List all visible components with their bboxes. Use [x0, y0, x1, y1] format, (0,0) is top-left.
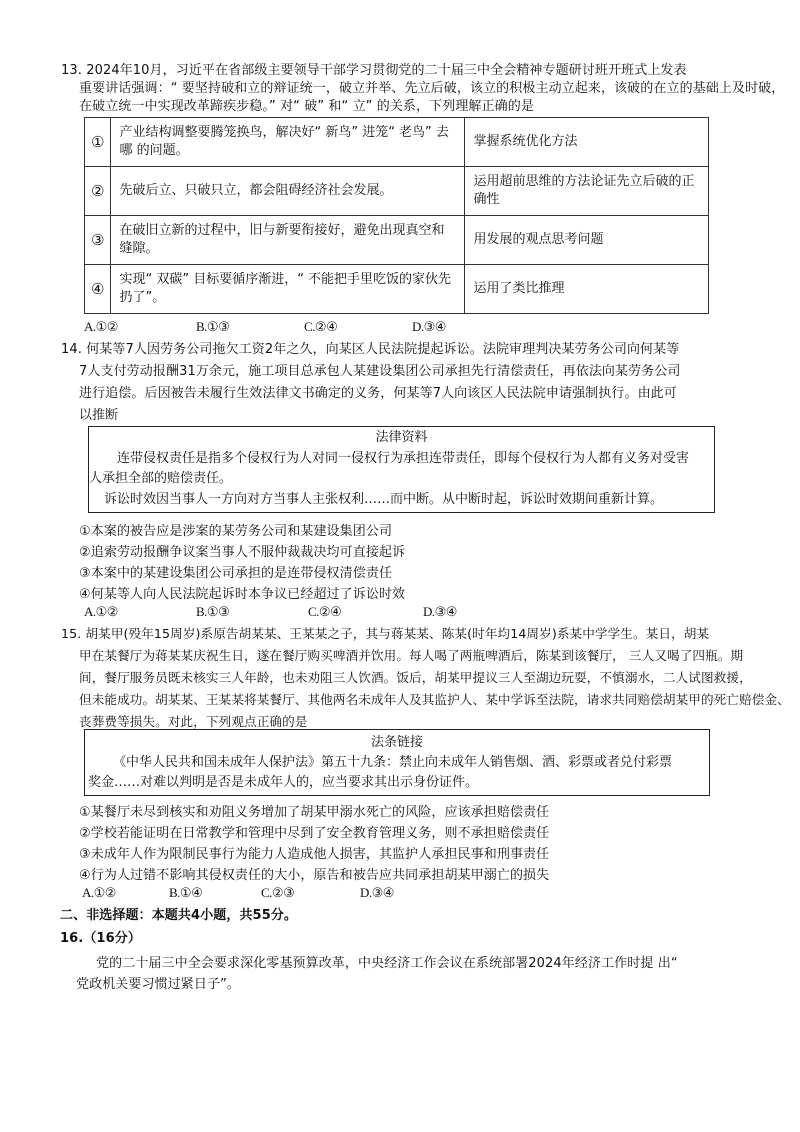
q14-statement: ③本案中的某建设集团公司承担的是连带侵权清偿责任: [79, 566, 393, 581]
row-number: ③: [85, 216, 111, 265]
option-c[interactable]: C.②④: [304, 319, 338, 334]
q13-table: [84, 117, 709, 314]
option-b[interactable]: B.①④: [169, 885, 203, 900]
row-statement: 实现“ 双碳” 目标要循序渐进，“ 不能把手里吃饭的家伙先扔了”。: [111, 265, 465, 314]
row-statement: 先破后立、只破只立，都会阻碍经济社会发展。: [111, 167, 465, 216]
option-c[interactable]: C.②④: [308, 604, 342, 619]
table-row: [85, 118, 709, 167]
row-number: ①: [85, 118, 111, 167]
q15-stem-line: 15. 胡某甲(殁年15周岁)系原告胡某某、王某某之子，其与蒋某某、陈某(时年均14周岁)系某中学学生。某日，胡某: [61, 626, 710, 641]
option-c[interactable]: C.②③: [261, 885, 295, 900]
q16-paragraph-line: 党政机关要习惯过紧日子”。: [76, 977, 241, 992]
statute-link-line: 《中华人民共和国未成年人保护法》第五十九条：禁止向未成年人销售烟、酒、彩票或者兑付彩票: [113, 755, 673, 770]
option-d[interactable]: D.③④: [423, 604, 457, 619]
q13-stem-line: 13. 2024年10月，习近平在省部级主要领导干部学习贯彻党的二十届三中全会精神专题研讨班开班式上发表: [61, 63, 687, 78]
option-d[interactable]: D.③④: [360, 885, 394, 900]
row-number: ②: [85, 167, 111, 216]
row-number: ④: [85, 265, 111, 314]
section-heading: 二、非选择题：本题共4小题，共55分。: [60, 908, 298, 923]
option-b[interactable]: B.①③: [196, 604, 230, 619]
row-understanding: 运用了类比推理: [465, 265, 709, 314]
q15-statement: ①某餐厅未尽到核实和劝阻义务增加了胡某甲溺水死亡的风险，应该承担赔偿责任: [79, 805, 550, 820]
statute-link-box: [84, 729, 710, 796]
legal-material-box: [88, 426, 715, 513]
statute-link-line: 奖金……对难以判明是否是未成年人的，应当要求其出示身份证件。: [88, 775, 479, 790]
q15-stem-line: 但未能成功。胡某某、王某某将某餐厅、其他两名未成年人及其监护人、某中学诉至法院，请求共同赔偿胡某甲的死亡赔偿金、: [79, 692, 790, 707]
table-row: [85, 167, 709, 216]
legal-material-line: 诉讼时效因当事人一方向对方当事人主张权利……而中断。从中断时起，诉讼时效期间重新计算。: [104, 492, 664, 507]
option-a[interactable]: A.①②: [84, 319, 118, 334]
table-row: [85, 216, 709, 265]
row-statement: 产业结构调整要腾笼换鸟，解决好“ 新鸟” 进笼“ 老鸟” 去哪 的问题。: [111, 118, 465, 167]
legal-material-line: 人承担全部的赔偿责任。: [89, 471, 233, 486]
q14-stem-line: 进行追偿。后因被告未履行生效法律文书确定的义务，何某等7人向该区人民法院申请强制执行。由此可: [79, 386, 677, 401]
row-understanding: 运用超前思维的方法论证先立后破的正确性: [465, 167, 709, 216]
row-understanding: 用发展的观点思考问题: [465, 216, 709, 265]
q15-stem-line: 甲在某餐厅为蒋某某庆祝生日，遂在餐厅购买啤酒并饮用。每人喝了两瓶啤酒后，陈某到该餐厅， 三人又喝了四瓶。期: [79, 648, 744, 663]
option-a[interactable]: A.①②: [84, 604, 118, 619]
q13-stem-line: 在破立统一中实现改革蹄疾步稳。” 对“ 破” 和“ 立” 的关系，下列理解正确的是: [79, 99, 534, 114]
q15-statement: ③未成年人作为限制民事行为能力人造成他人损害，其监护人承担民事和刑事责任: [79, 847, 550, 862]
table-row: [85, 265, 709, 314]
legal-material-line: 连带侵权责任是指多个侵权行为人对同一侵权行为承担连带责任，即每个侵权行为人都有义务对受害: [117, 451, 690, 466]
q14-stem-line: 以推断: [79, 408, 119, 423]
row-understanding: 掌握系统优化方法: [465, 118, 709, 167]
q14-statement: ②追索劳动报酬争议案当事人不服仲裁裁决均可直接起诉: [79, 545, 406, 560]
q15-stem-line: 间，餐厅服务员既未核实三人年龄，也未劝阻三人饮酒。饭后，胡某甲提议三人至湖边玩耍，不慎溺水，二人试图救援，: [79, 670, 752, 685]
q16-paragraph-line: 党的二十届三中全会要求深化零基预算改革，中央经济工作会议在系统部署2024年经济工作时提 出“: [96, 956, 678, 971]
q13-stem-line: 重要讲话强调：“ 要坚持破和立的辩证统一，破立并举、先立后破，该立的积极主动立起来，该破的在立的基础上及时破，: [79, 81, 785, 96]
option-b[interactable]: B.①③: [196, 319, 230, 334]
option-d[interactable]: D.③④: [412, 319, 446, 334]
q15-statement: ④行为人过错不影响其侵权责任的大小，原告和被告应共同承担胡某甲溺亡的损失: [79, 868, 550, 883]
q15-stem-line: 丧葬费等损失。对此，下列观点正确的是: [79, 714, 308, 729]
statute-link-title: 法条链接: [370, 735, 423, 750]
q14-statement: ④何某等人向人民法院起诉时本争议已经超过了诉讼时效: [79, 587, 406, 602]
q16-header: 16.（16分）: [60, 931, 141, 946]
legal-material-title: 法律资料: [375, 430, 428, 445]
option-a[interactable]: A.①②: [82, 885, 116, 900]
q14-stem-line: 7人支付劳动报酬31万余元，施工项目总承包人某建设集团公司承担先行清偿责任，再依法向某劳务公司: [79, 364, 681, 379]
row-statement: 在破旧立新的过程中，旧与新要衔接好，避免出现真空和缝隙。: [111, 216, 465, 265]
q14-stem-line: 14. 何某等7人因劳务公司拖欠工资2年之久，向某区人民法院提起诉讼。法院审理判决某劳务公司向何某等: [61, 342, 680, 357]
q14-statement: ①本案的被告应是涉案的某劳务公司和某建设集团公司: [79, 524, 393, 539]
q15-statement: ②学校若能证明在日常教学和管理中尽到了安全教育管理义务，则不承担赔偿责任: [79, 826, 550, 841]
